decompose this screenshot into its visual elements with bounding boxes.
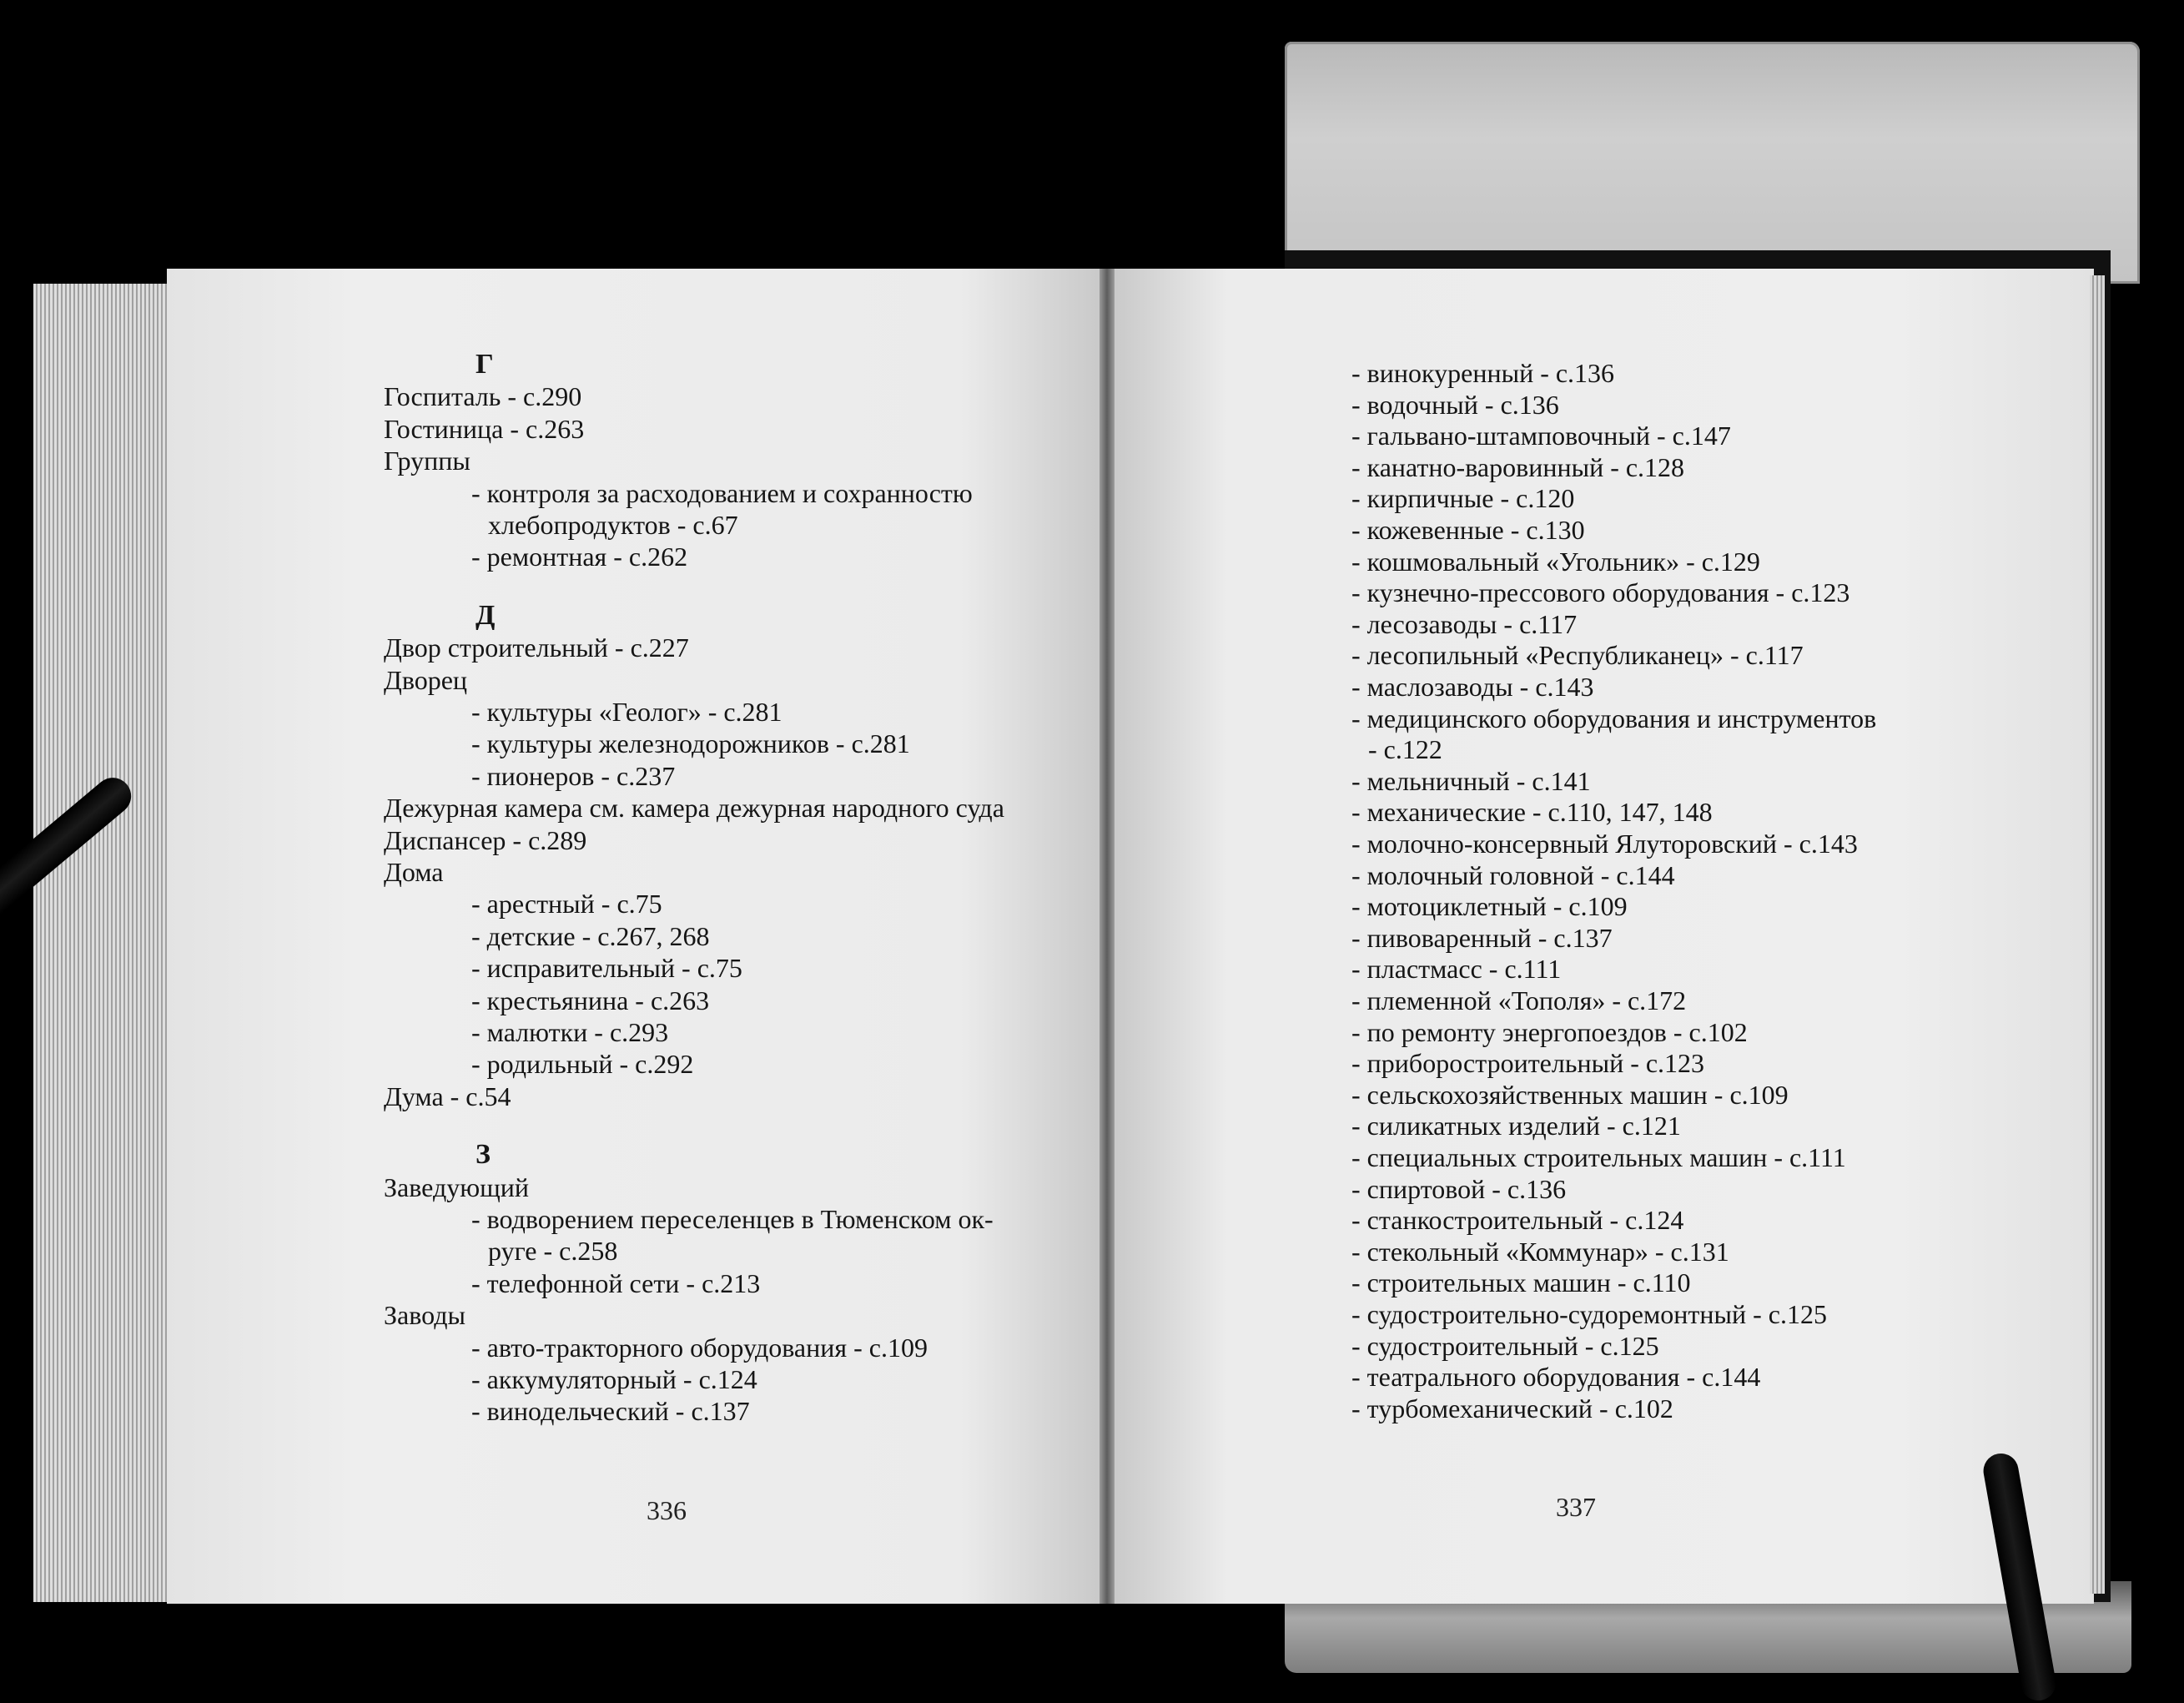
index-entry: Дома — [384, 857, 444, 887]
left-page-number: 336 — [647, 1495, 687, 1525]
index-entry: Дежурная камера см. камера дежурная народного суда — [384, 793, 1004, 824]
index-section-letter: Г — [476, 349, 494, 380]
index-subentry: - малютки - с.293 — [471, 1017, 669, 1047]
index-subentry: - молочно-консервный Ялуторовский - с.143 — [1351, 829, 1858, 859]
index-subentry: хлебопродуктов - с.67 — [488, 510, 738, 540]
index-subentry: - сельскохозяйственных машин - с.109 — [1351, 1079, 1789, 1110]
index-entry: Двор строительный - с.227 — [384, 632, 689, 663]
index-subentry: - культуры железнодорожников - с.281 — [471, 728, 910, 759]
index-subentry: - детские - с.267, 268 — [471, 920, 710, 951]
index-entry: Гостиница - с.263 — [384, 413, 585, 444]
index-subentry: - строительных машин - с.110 — [1351, 1267, 1691, 1298]
index-subentry: - спиртовой - с.136 — [1351, 1173, 1567, 1204]
index-subentry: - контроля за расходованием и сохранностю — [471, 477, 973, 508]
index-subentry: - пивоваренный - с.137 — [1351, 922, 1613, 953]
index-subentry: - водворением переселенцев в Тюменском ок- — [471, 1204, 994, 1234]
index-subentry: - маслозаводы - с.143 — [1351, 672, 1594, 702]
index-subentry: - театрального оборудования - с.144 — [1351, 1362, 1761, 1393]
index-subentry: - по ремонту энергопоездов - с.102 — [1351, 1016, 1748, 1047]
index-entry: Заводы — [384, 1300, 465, 1331]
index-subentry: - турбомеханический - с.102 — [1351, 1393, 1673, 1423]
index-subentry: - лесозаводы - с.117 — [1351, 608, 1578, 639]
index-subentry: - пионеров - с.237 — [471, 760, 676, 791]
index-subentry: - винодельческий - с.137 — [471, 1396, 750, 1427]
index-section-letter: Д — [476, 599, 496, 631]
index-subentry: - мельничный - с.141 — [1351, 765, 1591, 796]
book-stack-top — [1285, 42, 2140, 284]
index-subentry: - стекольный «Коммунар» - с.131 — [1351, 1236, 1729, 1267]
index-subentry: - водочный - с.136 — [1351, 389, 1559, 420]
index-subentry: - судостроительный - с.125 — [1351, 1330, 1659, 1361]
index-subentry: - приборостроительный - с.123 — [1351, 1048, 1705, 1079]
index-subentry: - племенной «Тополя» - с.172 — [1351, 985, 1687, 1015]
index-subentry: - с.122 — [1368, 734, 1442, 765]
index-subentry: - ремонтная - с.262 — [471, 542, 688, 572]
index-subentry: - станкостроительный - с.124 — [1351, 1205, 1684, 1236]
index-entry: Группы — [384, 446, 471, 476]
page-edges-right — [2090, 275, 2105, 1594]
index-subentry: - специальных строительных машин - с.111 — [1351, 1142, 1846, 1172]
index-entry: Госпиталь - с.290 — [384, 381, 582, 412]
index-subentry: - пластмасс - с.111 — [1351, 954, 1562, 985]
index-subentry: - кожевенные - с.130 — [1351, 515, 1585, 545]
index-subentry: - аккумуляторный - с.124 — [471, 1364, 757, 1394]
index-entry: Дума - с.54 — [384, 1081, 511, 1111]
index-subentry: - арестный - с.75 — [471, 889, 662, 920]
index-subentry: - родильный - с.292 — [471, 1049, 694, 1080]
index-entry: Заведующий — [384, 1171, 530, 1202]
right-page-number: 337 — [1556, 1492, 1596, 1522]
index-subentry: - канатно-варовинный - с.128 — [1351, 451, 1685, 482]
book-gutter — [1100, 269, 1115, 1604]
index-section-letter: З — [476, 1139, 491, 1171]
index-subentry: - телефонной сети - с.213 — [471, 1267, 761, 1298]
index-subentry: - культуры «Геолог» - с.281 — [471, 697, 783, 727]
index-subentry: - молочный головной - с.144 — [1351, 859, 1675, 890]
index-subentry: - мотоциклетный - с.109 — [1351, 891, 1628, 922]
index-subentry: - медицинского оборудования и инструментов — [1351, 703, 1877, 733]
index-subentry: - кирпичные - с.120 — [1351, 483, 1575, 514]
index-subentry: руге - с.258 — [488, 1236, 618, 1267]
index-subentry: - механические - с.110, 147, 148 — [1351, 797, 1713, 828]
index-entry: Диспансер - с.289 — [384, 824, 587, 855]
index-subentry: - кузнечно-прессового оборудования - с.123 — [1351, 577, 1850, 608]
index-entry: Дворец — [384, 664, 468, 695]
index-subentry: - исправительный - с.75 — [471, 953, 742, 984]
index-subentry: - лесопильный «Республиканец» - с.117 — [1351, 640, 1804, 671]
index-subentry: - судостроительно-судоремонтный - с.125 — [1351, 1299, 1827, 1329]
index-subentry: - кошмовальный «Угольник» - с.129 — [1351, 546, 1760, 577]
index-subentry: - авто-тракторного оборудования - с.109 — [471, 1332, 928, 1363]
index-subentry: - крестьянина - с.263 — [471, 985, 710, 1015]
index-subentry: - гальвано-штамповочный - с.147 — [1351, 421, 1731, 451]
index-subentry: - силикатных изделий - с.121 — [1351, 1111, 1681, 1141]
index-subentry: - винокуренный - с.136 — [1351, 358, 1615, 388]
